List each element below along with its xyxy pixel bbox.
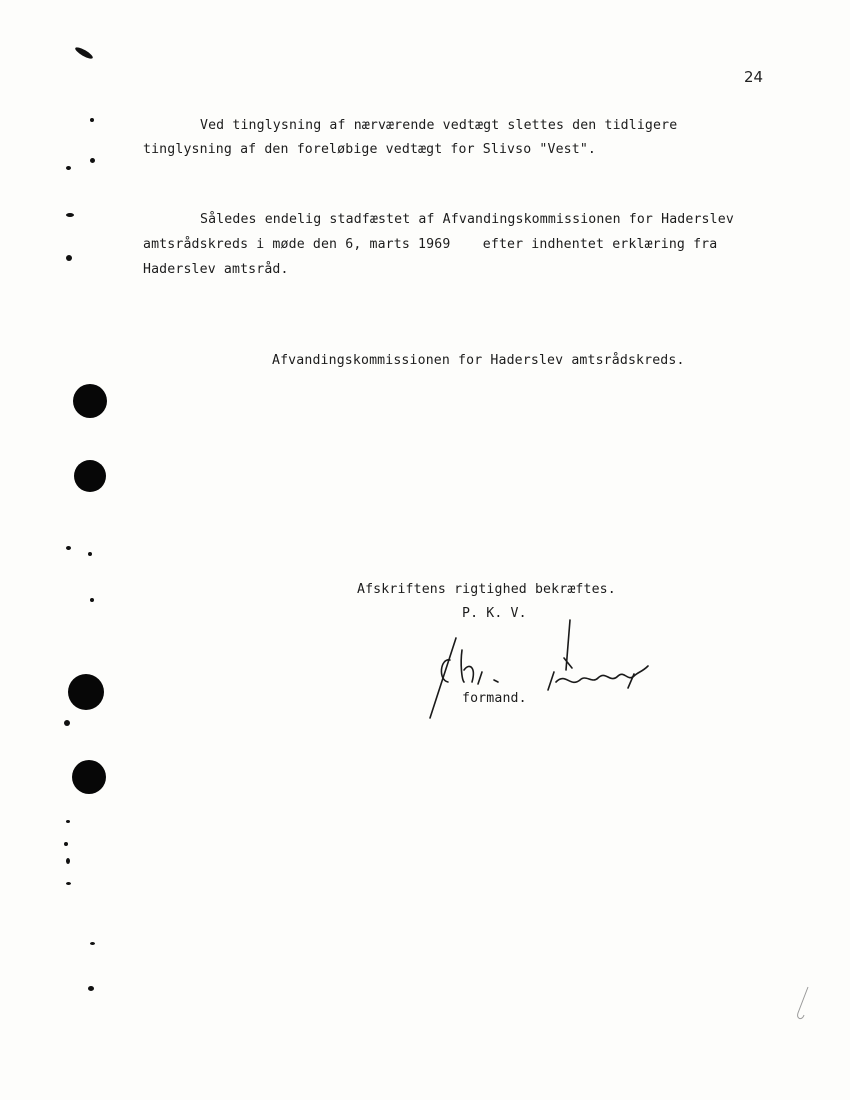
signer-role: formand.: [462, 691, 527, 706]
margin-mark: [66, 166, 71, 170]
punch-hole: [73, 384, 107, 418]
margin-mark: [64, 720, 70, 726]
paragraph-1-line-2: tinglysning af den foreløbige vedtægt for Slivso "Vest".: [143, 142, 597, 157]
margin-mark: [66, 255, 72, 261]
punch-hole: [68, 674, 104, 710]
margin-mark: [64, 842, 68, 846]
margin-mark: [90, 158, 95, 163]
margin-mark: [90, 598, 94, 602]
margin-mark: [88, 986, 94, 991]
margin-mark: [88, 552, 92, 556]
certification-line: Afskriftens rigtighed bekræftes.: [357, 582, 616, 597]
margin-mark: [66, 820, 70, 823]
paragraph-2-line-1: Således endelig stadfæstet af Afvandingskommissionen for Haderslev: [200, 212, 734, 227]
margin-mark: [74, 45, 94, 60]
certification-initials: P. K. V.: [462, 606, 527, 621]
handwritten-signature: [420, 610, 660, 720]
margin-mark: [66, 858, 70, 864]
page-number: 24: [744, 68, 764, 86]
paragraph-2-line-3: Haderslev amtsråd.: [143, 262, 289, 277]
margin-mark: [66, 213, 74, 217]
commission-name: Afvandingskommissionen for Haderslev amtsrådskreds.: [272, 353, 685, 368]
punch-hole: [74, 460, 106, 492]
margin-mark: [90, 942, 95, 945]
punch-hole: [72, 760, 106, 794]
paragraph-1-line-1: Ved tinglysning af nærværende vedtægt slettes den tidligere: [200, 118, 678, 133]
margin-mark: [90, 118, 94, 122]
margin-mark: [66, 882, 71, 885]
margin-mark: [66, 546, 71, 550]
paragraph-2-line-2: amtsrådskreds i møde den 6, marts 1969 efter indhentet erklæring fra: [143, 237, 718, 252]
pencil-mark: [786, 983, 816, 1023]
